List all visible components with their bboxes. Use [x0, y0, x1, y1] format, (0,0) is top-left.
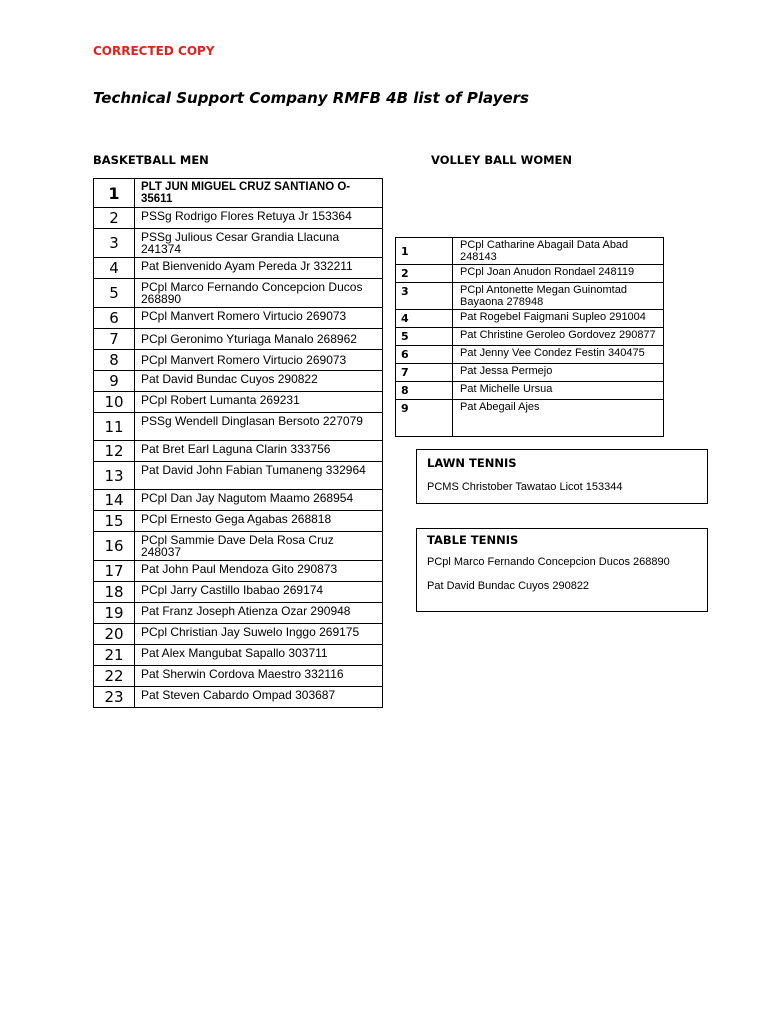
table-row	[94, 687, 383, 708]
table-row	[396, 382, 664, 400]
player-name: Pat Rogebel Faigmani Supleo 291004	[453, 310, 664, 328]
player-name: Pat Franz Joseph Atienza Ozar 290948	[135, 603, 383, 624]
row-number: 4	[94, 258, 135, 279]
player-name: PCpl Jarry Castillo Ibabao 269174	[135, 582, 383, 603]
table-row	[94, 279, 383, 308]
table-row	[94, 392, 383, 413]
player-name: PCpl Sammie Dave Dela Rosa Cruz 248037	[135, 532, 383, 561]
player-name: PLT JUN MIGUEL CRUZ SANTIANO O-35611	[135, 179, 383, 208]
table-row	[396, 400, 664, 437]
row-number: 6	[396, 346, 453, 364]
table-row	[94, 258, 383, 279]
player-name: Pat Bret Earl Laguna Clarin 333756	[135, 441, 383, 462]
table-row	[94, 561, 383, 582]
player-name: Pat Abegail Ajes	[453, 400, 664, 437]
player-name: Pat John Paul Mendoza Gito 290873	[135, 561, 383, 582]
player-name: Pat Steven Cabardo Ompad 303687	[135, 687, 383, 708]
player-name: PCpl Manvert Romero Virtucio 269073	[135, 350, 383, 371]
row-number: 21	[94, 645, 135, 666]
table-row	[94, 490, 383, 511]
row-number: 8	[396, 382, 453, 400]
player-name: Pat David Bundac Cuyos 290822	[135, 371, 383, 392]
table-row	[94, 624, 383, 645]
table-row	[94, 582, 383, 603]
page-title: Technical Support Company RMFB 4B list of Players	[93, 89, 529, 107]
table-row	[94, 532, 383, 561]
row-number: 19	[94, 603, 135, 624]
player-name: PCpl Catharine Abagail Data Abad 248143	[453, 238, 664, 265]
player-name: PSSg Rodrigo Flores Retuya Jr 153364	[135, 208, 383, 229]
row-number: 2	[94, 208, 135, 229]
row-number: 12	[94, 441, 135, 462]
table-row	[94, 179, 383, 208]
row-number: 5	[94, 279, 135, 308]
table-row	[94, 229, 383, 258]
player-name: PSSg Wendell Dinglasan Bersoto 227079	[135, 413, 383, 441]
table-row	[396, 310, 664, 328]
player-name: PCpl Geronimo Yturiaga Manalo 268962	[135, 329, 383, 350]
player-name: Pat Alex Mangubat Sapallo 303711	[135, 645, 383, 666]
lawn-tennis-heading: LAWN TENNIS	[427, 456, 517, 470]
player-name: Pat Christine Geroleo Gordovez 290877	[453, 328, 664, 346]
row-number: 1	[94, 179, 135, 208]
row-number: 9	[396, 400, 453, 437]
table-row	[396, 328, 664, 346]
table-row	[94, 645, 383, 666]
lawn-tennis-box	[416, 449, 708, 504]
table-row	[396, 346, 664, 364]
row-number: 3	[94, 229, 135, 258]
row-number: 9	[94, 371, 135, 392]
player-name: PCpl Antonette Megan Guinomtad Bayaona 278948	[453, 283, 664, 310]
row-number: 1	[396, 238, 453, 265]
row-number: 17	[94, 561, 135, 582]
table-row	[94, 462, 383, 490]
row-number: 18	[94, 582, 135, 603]
table-tennis-player: Pat David Bundac Cuyos 290822	[427, 580, 590, 592]
row-number: 7	[396, 364, 453, 382]
corrected-copy-label: CORRECTED COPY	[93, 44, 215, 58]
player-name: Pat Michelle Ursua	[453, 382, 664, 400]
basketball-roster-table	[93, 178, 383, 708]
table-row	[396, 238, 664, 265]
row-number: 3	[396, 283, 453, 310]
row-number: 7	[94, 329, 135, 350]
table-row	[94, 666, 383, 687]
row-number: 16	[94, 532, 135, 561]
row-number: 22	[94, 666, 135, 687]
row-number: 10	[94, 392, 135, 413]
table-row	[94, 603, 383, 624]
player-name: PCpl Christian Jay Suwelo Inggo 269175	[135, 624, 383, 645]
table-row	[94, 371, 383, 392]
table-row	[94, 329, 383, 350]
row-number: 23	[94, 687, 135, 708]
row-number: 11	[94, 413, 135, 441]
row-number: 15	[94, 511, 135, 532]
table-row	[396, 265, 664, 283]
player-name: PCpl Ernesto Gega Agabas 268818	[135, 511, 383, 532]
player-name: PCpl Dan Jay Nagutom Maamo 268954	[135, 490, 383, 511]
row-number: 20	[94, 624, 135, 645]
player-name: Pat Jessa Permejo	[453, 364, 664, 382]
lawn-tennis-player: PCMS Christober Tawatao Licot 153344	[427, 481, 623, 493]
table-tennis-box	[416, 528, 708, 612]
player-name: PCpl Robert Lumanta 269231	[135, 392, 383, 413]
player-name: PCpl Manvert Romero Virtucio 269073	[135, 308, 383, 329]
table-row	[94, 413, 383, 441]
volleyball-roster-table	[395, 237, 664, 437]
player-name: Pat Jenny Vee Condez Festin 340475	[453, 346, 664, 364]
basketball-heading: BASKETBALL MEN	[93, 153, 209, 167]
table-row	[396, 283, 664, 310]
table-row	[94, 208, 383, 229]
row-number: 14	[94, 490, 135, 511]
player-name: PSSg Julious Cesar Grandia Llacuna 241374	[135, 229, 383, 258]
player-name: Pat Sherwin Cordova Maestro 332116	[135, 666, 383, 687]
player-name: PCpl Joan Anudon Rondael 248119	[453, 265, 664, 283]
row-number: 13	[94, 462, 135, 490]
table-tennis-heading: TABLE TENNIS	[427, 533, 519, 547]
row-number: 2	[396, 265, 453, 283]
player-name: Pat Bienvenido Ayam Pereda Jr 332211	[135, 258, 383, 279]
player-name: PCpl Marco Fernando Concepcion Ducos 268890	[135, 279, 383, 308]
table-row	[94, 350, 383, 371]
volleyball-heading: VOLLEY BALL WOMEN	[431, 153, 573, 167]
table-row	[94, 511, 383, 532]
player-name: Pat David John Fabian Tumaneng 332964	[135, 462, 383, 490]
table-tennis-player: PCpl Marco Fernando Concepcion Ducos 268890	[427, 556, 670, 568]
row-number: 8	[94, 350, 135, 371]
row-number: 4	[396, 310, 453, 328]
row-number: 5	[396, 328, 453, 346]
table-row	[94, 308, 383, 329]
table-row	[396, 364, 664, 382]
row-number: 6	[94, 308, 135, 329]
table-row	[94, 441, 383, 462]
